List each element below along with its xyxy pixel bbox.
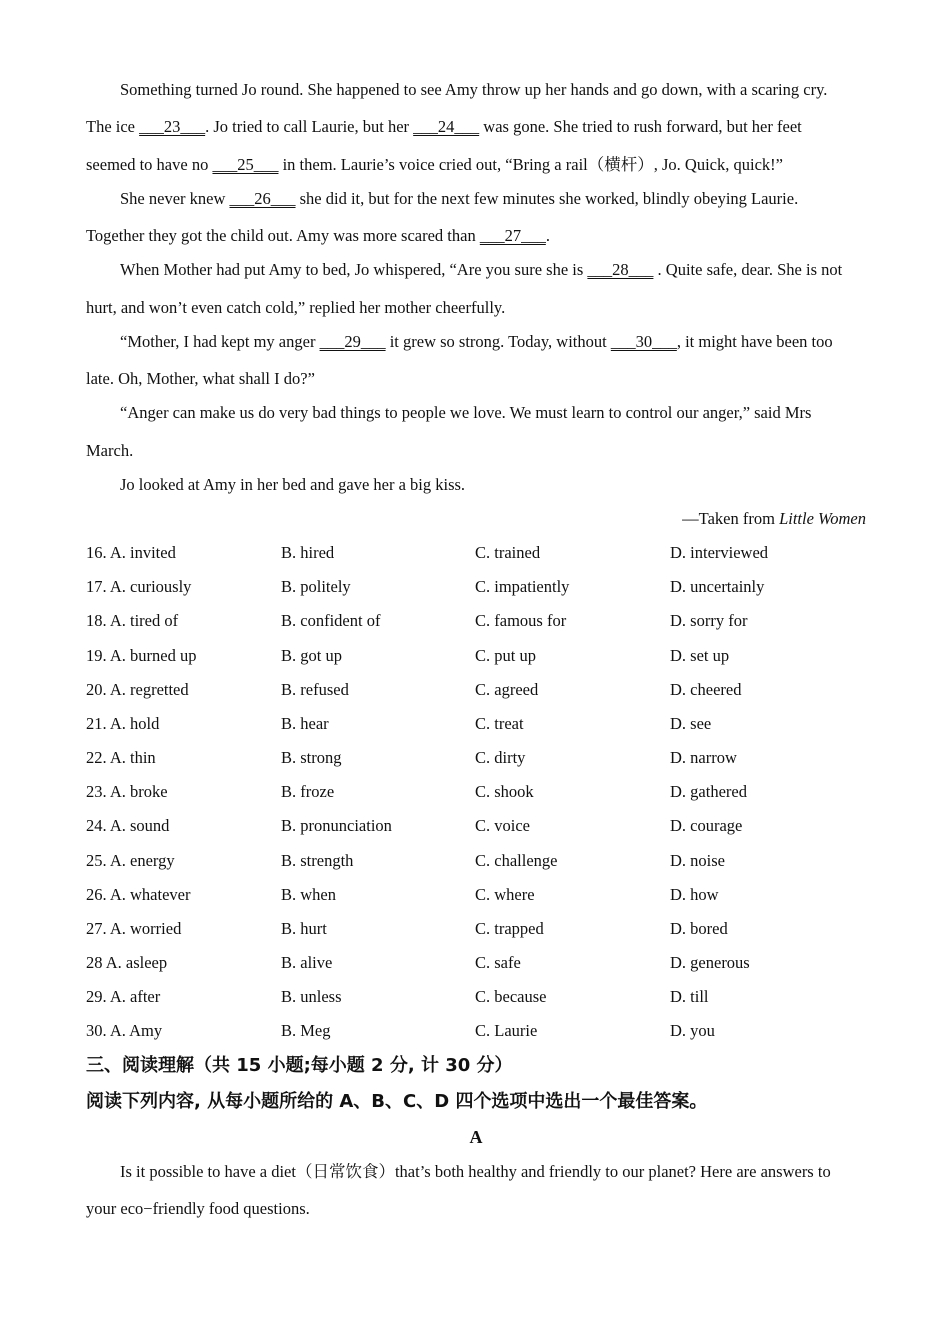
- option-b: B. alive: [281, 953, 333, 972]
- option-row: [86, 611, 866, 633]
- text-span: seemed to have no: [86, 155, 213, 174]
- passage-line: [120, 332, 833, 352]
- option-c: C. voice: [475, 816, 530, 835]
- option-c: C. shook: [475, 782, 534, 801]
- option-a: 29. A. after: [86, 987, 161, 1006]
- option-d: D. gathered: [670, 782, 747, 801]
- option-row: [86, 543, 866, 565]
- option-row: [86, 953, 866, 975]
- option-a: 23. A. broke: [86, 782, 168, 801]
- option-b: B. confident of: [281, 611, 381, 630]
- option-d: D. uncertainly: [670, 577, 765, 596]
- passage-line: [120, 403, 811, 423]
- part-title: A: [469, 1127, 483, 1147]
- passage-line: [86, 226, 550, 246]
- option-a: 25. A. energy: [86, 851, 175, 870]
- option-c: C. Laurie: [475, 1021, 538, 1040]
- option-d: D. generous: [670, 953, 750, 972]
- option-row: [86, 782, 866, 804]
- option-c: C. challenge: [475, 851, 558, 870]
- option-a: 17. A. curiously: [86, 577, 192, 596]
- text-span: she did it, but for the next few minutes she worked, blindly obeying Laurie.: [295, 189, 799, 208]
- option-a: 20. A. regretted: [86, 680, 189, 699]
- option-a: 27. A. worried: [86, 919, 182, 938]
- blank-23: ___23___: [139, 117, 206, 136]
- blank-29: ___29___: [319, 332, 386, 351]
- option-row: [86, 680, 866, 702]
- option-a: 26. A. whatever: [86, 885, 191, 904]
- blank-27: ___27___: [479, 226, 546, 245]
- text-span: Jo looked at Amy in her bed and gave her a big kiss.: [120, 475, 466, 494]
- option-a: 28 A. asleep: [86, 953, 168, 972]
- option-row: [86, 646, 866, 668]
- option-c: C. put up: [475, 646, 536, 665]
- option-b: B. unless: [281, 987, 342, 1006]
- option-d: D. noise: [670, 851, 725, 870]
- option-a: 30. A. Amy: [86, 1021, 163, 1040]
- option-c: C. treat: [475, 714, 524, 733]
- text-span: in them. Laurie’s voice cried out, “Bring a rail（横杆）, Jo. Quick, quick!”: [278, 155, 783, 174]
- text-span: .: [545, 226, 550, 245]
- option-b: B. refused: [281, 680, 349, 699]
- option-d: D. you: [670, 1021, 715, 1040]
- source-attribution: [682, 509, 866, 529]
- text-span: was gone. She tried to rush forward, but her feet: [479, 117, 802, 136]
- option-row: [86, 714, 866, 736]
- option-row: [86, 919, 866, 941]
- option-c: C. trapped: [475, 919, 544, 938]
- text-span: Together they got the child out. Amy was more scared than: [86, 226, 480, 245]
- text-span: Is it possible to have a diet（日常饮食）that’s both healthy and friendly to our planet? Here are answers to: [120, 1162, 831, 1181]
- option-a: 22. A. thin: [86, 748, 156, 767]
- option-b: B. pronunciation: [281, 816, 392, 835]
- text-span: Something turned Jo round. She happened to see Amy throw up her hands and go down, with a scaring cry.: [120, 80, 828, 99]
- option-a: 18. A. tired of: [86, 611, 179, 630]
- option-row: [86, 577, 866, 599]
- option-c: C. safe: [475, 953, 521, 972]
- option-b: B. strong: [281, 748, 342, 767]
- option-row: [86, 987, 866, 1009]
- blank-30: ___30___: [610, 332, 677, 351]
- option-a: 24. A. sound: [86, 816, 170, 835]
- option-b: B. when: [281, 885, 336, 904]
- text-span: it grew so strong. Today, without: [385, 332, 611, 351]
- text-span: She never knew: [120, 189, 230, 208]
- option-c: C. where: [475, 885, 535, 904]
- blank-28: ___28___: [587, 260, 654, 279]
- option-b: B. hurt: [281, 919, 327, 938]
- passage-line: [86, 441, 133, 461]
- passage-line: [86, 1199, 310, 1219]
- text-span: . Quite safe, dear. She is not: [653, 260, 843, 279]
- passage-line: [120, 475, 465, 495]
- section-instruction: 阅读下列内容, 从每小题所给的 A、B、C、D 四个选项中选出一个最佳答案。: [86, 1091, 708, 1112]
- passage-line: [120, 260, 842, 280]
- passage-line: [86, 155, 783, 175]
- option-c: C. impatiently: [475, 577, 570, 596]
- option-a: 21. A. hold: [86, 714, 160, 733]
- option-b: B. politely: [281, 577, 351, 596]
- passage-line: [86, 117, 802, 137]
- passage-line: [120, 1162, 831, 1182]
- text-span: The ice: [86, 117, 140, 136]
- option-d: D. cheered: [670, 680, 742, 699]
- passage-line: [86, 298, 505, 318]
- passage-line: [120, 80, 827, 100]
- option-c: C. because: [475, 987, 547, 1006]
- blank-24: ___24___: [413, 117, 480, 136]
- option-row: [86, 816, 866, 838]
- option-b: B. strength: [281, 851, 354, 870]
- text-span: your eco−friendly food questions.: [86, 1199, 310, 1218]
- text-span: hurt, and won’t even catch cold,” replied her mother cheerfully.: [86, 298, 506, 317]
- option-row: [86, 885, 866, 907]
- passage-line: [120, 189, 798, 209]
- text-span: , it might have been too: [676, 332, 833, 351]
- blank-26: ___26___: [229, 189, 296, 208]
- source-prefix: —Taken from: [682, 509, 780, 528]
- option-d: D. bored: [670, 919, 728, 938]
- text-span: “Anger can make us do very bad things to people we love. We must learn to control our anger,” said Mrs: [120, 403, 812, 422]
- option-d: D. till: [670, 987, 709, 1006]
- option-row: [86, 851, 866, 873]
- option-b: B. Meg: [281, 1021, 331, 1040]
- option-b: B. hired: [281, 543, 335, 562]
- text-span: “Mother, I had kept my anger: [120, 332, 320, 351]
- option-c: C. dirty: [475, 748, 526, 767]
- option-a: 16. A. invited: [86, 543, 176, 562]
- option-b: B. froze: [281, 782, 335, 801]
- option-c: C. trained: [475, 543, 541, 562]
- text-span: March.: [86, 441, 134, 460]
- option-d: D. narrow: [670, 748, 737, 767]
- option-d: D. how: [670, 885, 719, 904]
- option-d: D. interviewed: [670, 543, 769, 562]
- option-c: C. agreed: [475, 680, 539, 699]
- option-row: [86, 1021, 866, 1043]
- option-d: D. courage: [670, 816, 743, 835]
- source-title: Little Women: [779, 509, 866, 528]
- option-b: B. got up: [281, 646, 342, 665]
- option-b: B. hear: [281, 714, 329, 733]
- blank-25: ___25___: [212, 155, 279, 174]
- option-a: 19. A. burned up: [86, 646, 197, 665]
- option-d: D. set up: [670, 646, 730, 665]
- passage-line: [86, 369, 315, 389]
- text-span: When Mother had put Amy to bed, Jo whispered, “Are you sure she is: [120, 260, 588, 279]
- text-span: late. Oh, Mother, what shall I do?”: [86, 369, 315, 388]
- option-row: [86, 748, 866, 770]
- option-d: D. see: [670, 714, 712, 733]
- text-span: . Jo tried to call Laurie, but her: [205, 117, 414, 136]
- option-d: D. sorry for: [670, 611, 748, 630]
- section-heading: 三、阅读理解（共 15 小题;每小题 2 分, 计 30 分）: [86, 1055, 513, 1076]
- option-c: C. famous for: [475, 611, 567, 630]
